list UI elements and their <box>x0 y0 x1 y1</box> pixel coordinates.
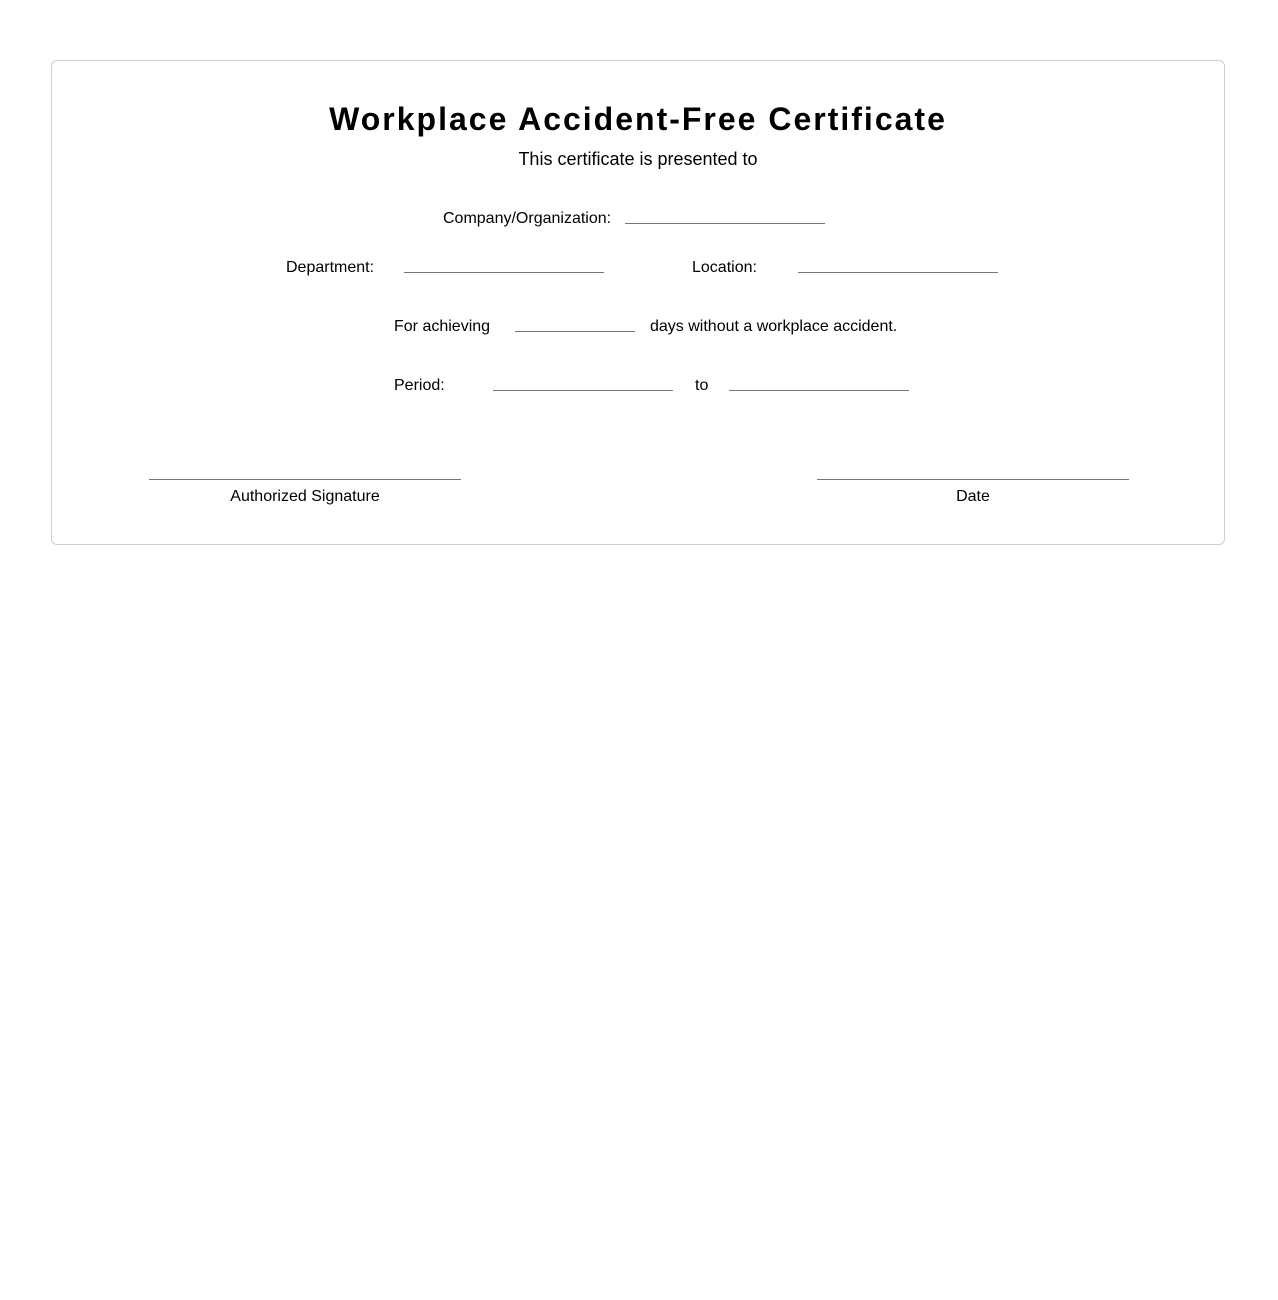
period-end-field[interactable] <box>729 390 909 391</box>
achieving-prefix: For achieving <box>394 318 491 335</box>
company-field[interactable] <box>625 223 825 224</box>
department-label: Department: <box>286 259 375 276</box>
period-start-field[interactable] <box>493 390 673 391</box>
signature-label: Authorized Signature <box>230 488 380 505</box>
department-field[interactable] <box>404 272 604 273</box>
location-field[interactable] <box>798 272 998 273</box>
date-label: Date <box>956 488 990 505</box>
date-line[interactable] <box>817 479 1129 480</box>
company-label: Company/Organization: <box>443 210 612 227</box>
signature-line[interactable] <box>149 479 461 480</box>
location-label: Location: <box>692 259 757 276</box>
certificate-subtitle: This certificate is presented to <box>518 149 758 169</box>
period-to-label: to <box>695 377 709 394</box>
certificate-card <box>51 60 1225 545</box>
achieving-suffix: days without a workplace accident. <box>650 318 898 335</box>
days-field[interactable] <box>515 331 635 332</box>
period-label: Period: <box>394 377 445 394</box>
certificate-title: Workplace Accident-Free Certificate <box>329 101 947 137</box>
